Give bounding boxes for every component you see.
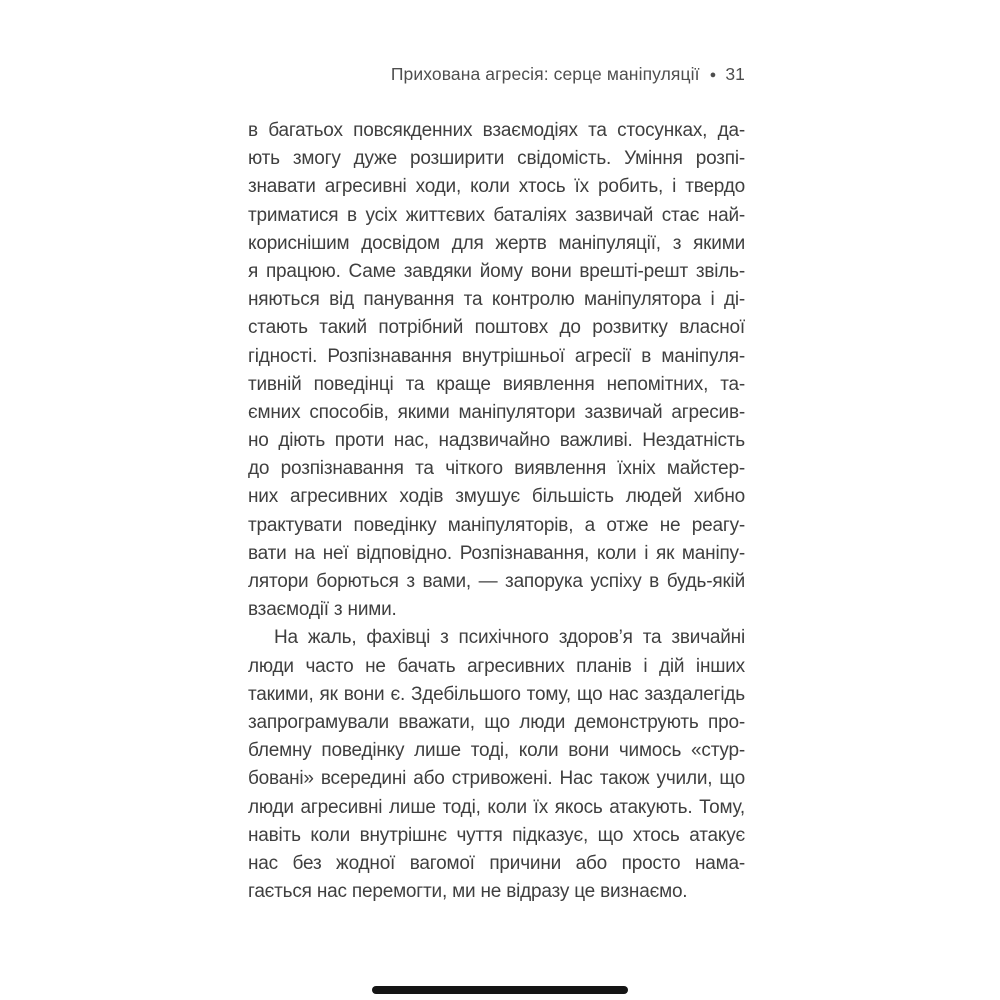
text-line: лятори борються з вами, — запорука успіху в будь-якій [248,571,745,592]
text-line: люди агресивні лише тоді, коли їх якось атакують. Тому, [248,796,745,818]
chapter-title: Прихована агресія: серце маніпуляції [390,64,700,84]
paragraph [248,117,745,624]
text-line: такими, як вони є. Здебільшого тому, що нас заздалегідь [248,683,745,705]
text-line: взаємодії з ними. [248,599,397,621]
text-line: бовані» всередині або стривожені. Нас також учили, що [248,768,745,790]
text-line: стають такий потрібний поштовх до розвитку власної [248,317,745,339]
text-line: няються від панування та контролю маніпулятора і ді- [248,289,745,311]
text-line: навіть коли внутрішнє чуття підказує, що хтось атакує [248,824,745,846]
text-line: ємних способів, якими маніпулятори зазвичай агресив- [248,401,745,423]
text-line: люди часто не бачать агресивних планів і дій інших [248,655,745,677]
body-text [248,117,745,906]
text-line: них агресивних ходів змушує більшість людей хибно [248,486,745,508]
text-line: до розпізнавання та чіткого виявлення їхніх майстер- [248,458,745,480]
text-line: в багатьох повсякденних взаємодіях та стосунках, да- [248,120,745,141]
text-line: вати на неї відповідно. Розпізнавання, коли і як маніпу- [248,542,745,564]
text-line: гідності. Розпізнавання внутрішньої агресії в маніпуля- [248,345,745,367]
text-line: запрограмували вважати, що люди демонструють про- [248,711,745,733]
home-indicator-bar[interactable] [372,986,628,994]
text-line: трактувати поведінку маніпуляторів, а отже не реагу- [248,514,745,536]
bullet-separator-icon: ● [709,69,717,81]
text-line: нас без жодної вагомої причини або просто нама- [248,852,745,874]
text-line: триматися в усіх життєвих баталіях зазвичай стає най- [248,204,745,226]
page-number: 31 [725,64,745,84]
text-line: но діють проти нас, надзвичайно важливі. Нездатність [248,430,745,452]
running-header [248,64,745,85]
text-line: ють змогу дуже розширити свідомість. Уміння розпі- [248,148,745,170]
text-line: я працюю. Саме завдяки йому вони врешті-решт звіль- [248,260,745,282]
text-line: тивній поведінці та краще виявлення непомітних, та- [248,373,745,395]
text-line: знавати агресивні ходи, коли хтось їх робить, і твердо [248,176,745,198]
text-line: гається нас перемогти, ми не відразу це визнаємо. [248,881,688,903]
text-line: блемну поведінку лише тоді, коли вони чимось «стур- [248,740,745,762]
paragraph [248,624,745,906]
text-line: кориснішим досвідом для жертв маніпуляції, з якими [248,232,745,254]
text-line: На жаль, фахівці з психічного здоров’я та звичайні [274,627,745,649]
